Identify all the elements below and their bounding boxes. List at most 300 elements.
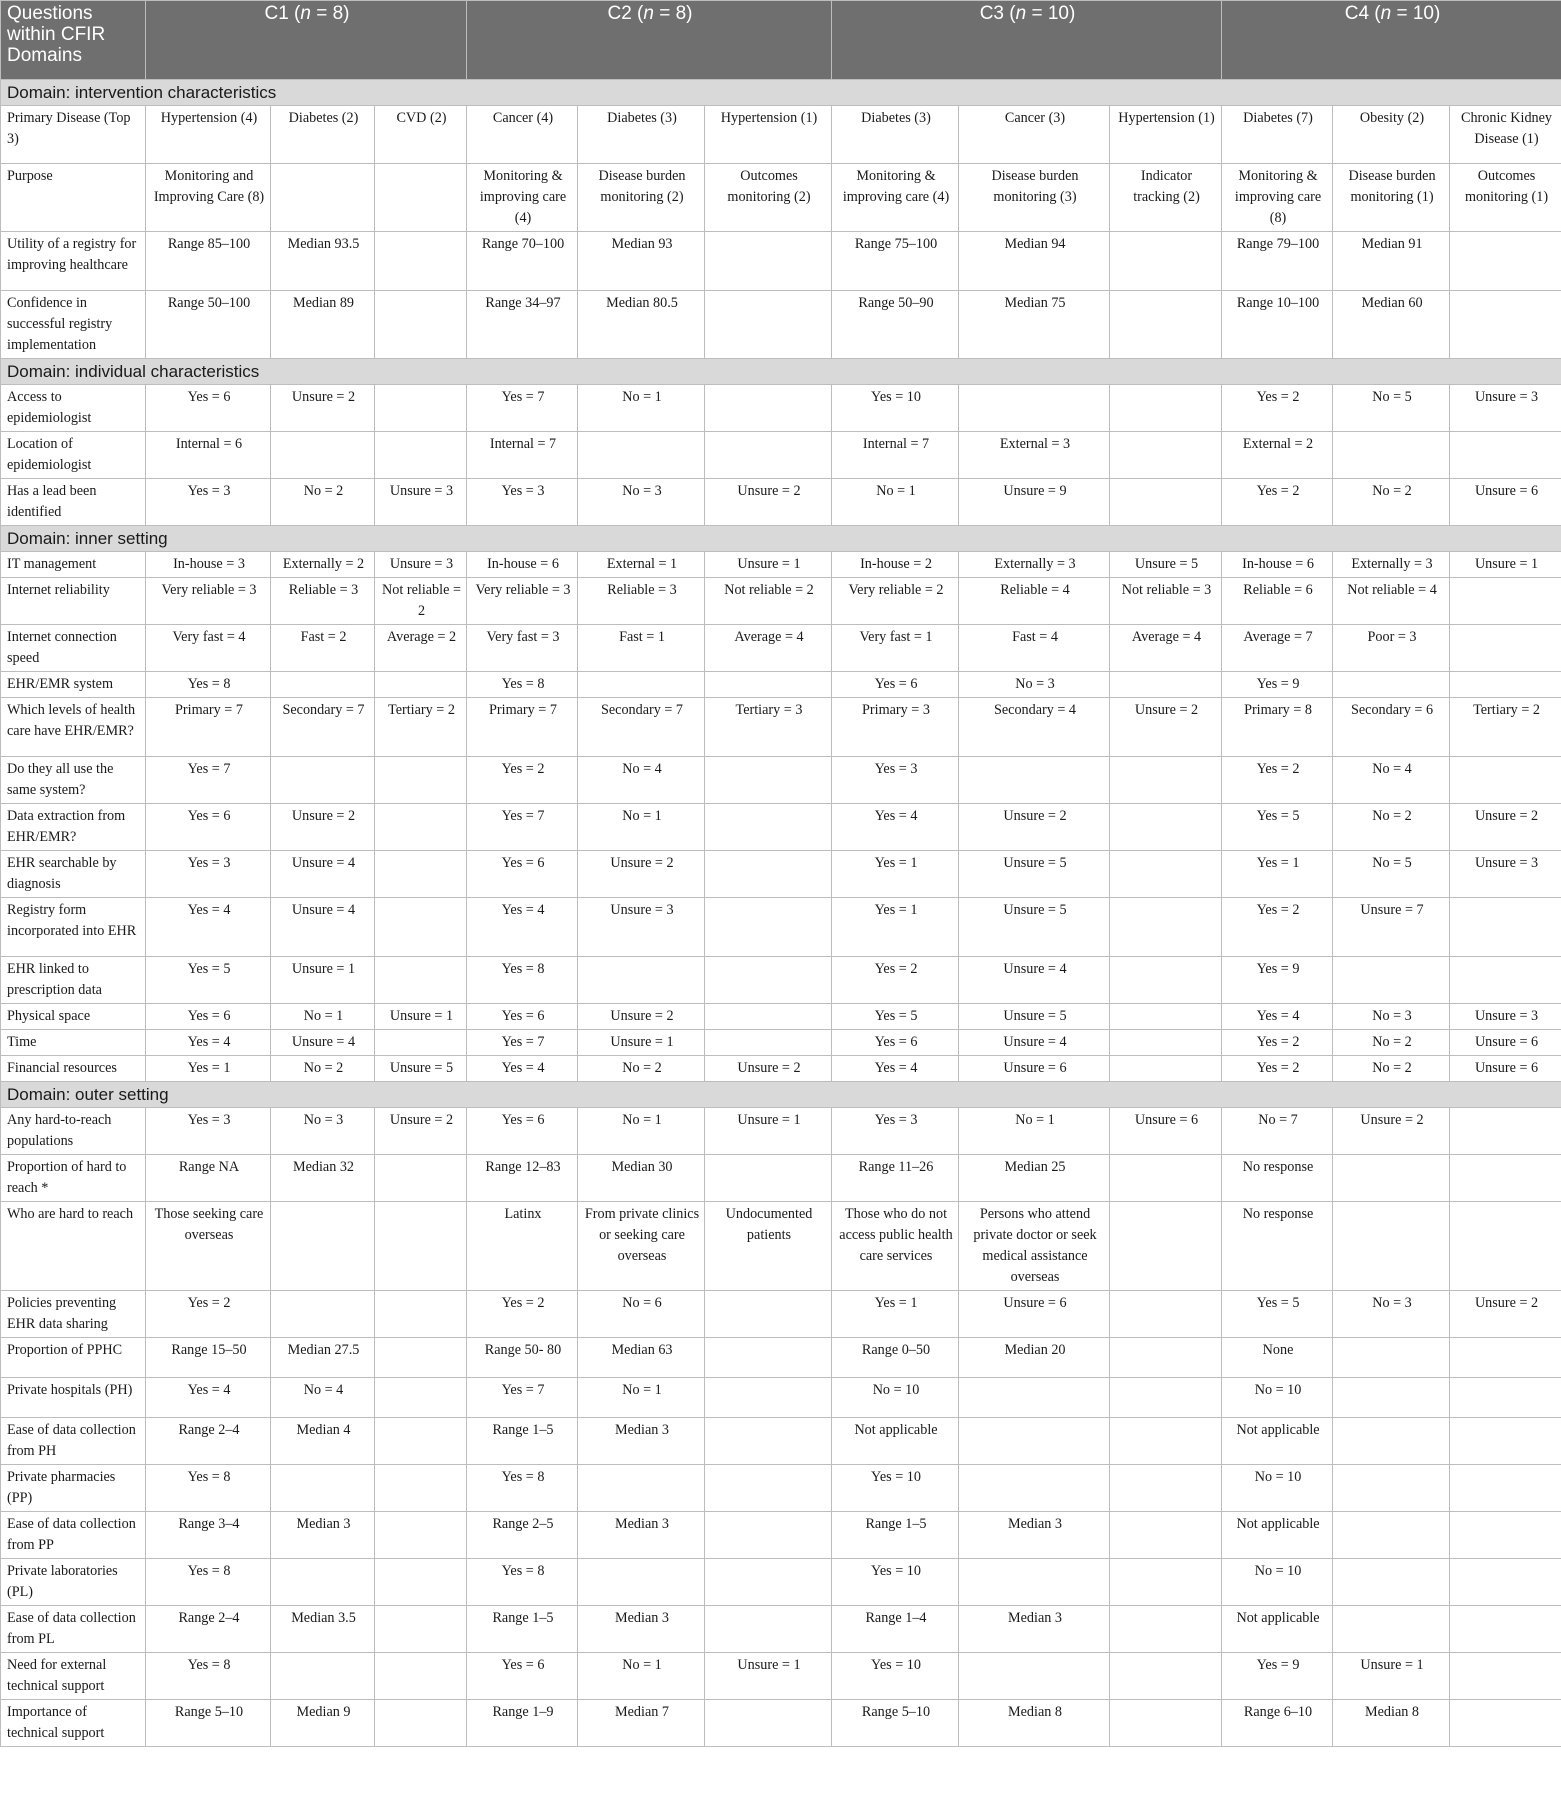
value-cell: Yes = 9 [1222, 672, 1333, 698]
value-cell [1110, 672, 1222, 698]
value-cell: Unsure = 3 [1450, 385, 1561, 432]
value-cell [1450, 1155, 1561, 1202]
value-cell: Fast = 1 [578, 625, 705, 672]
value-cell [375, 1559, 467, 1606]
value-cell: Range 75–100 [832, 232, 959, 291]
value-cell: Yes = 9 [1222, 957, 1333, 1004]
table-row [1, 1030, 1561, 1056]
value-cell [578, 672, 705, 698]
value-cell: Yes = 5 [1222, 804, 1333, 851]
value-cell: Yes = 6 [832, 1030, 959, 1056]
value-cell: Median 91 [1333, 232, 1450, 291]
table-row [1, 1700, 1561, 1747]
value-cell: Unsure = 2 [578, 851, 705, 898]
value-cell [705, 1155, 832, 1202]
value-cell: Range 50–90 [832, 291, 959, 359]
value-cell: No = 1 [959, 1108, 1110, 1155]
value-cell [705, 1559, 832, 1606]
question-cell: Physical space [1, 1004, 146, 1030]
value-cell: Median 8 [1333, 1700, 1450, 1747]
value-cell [1110, 1700, 1222, 1747]
value-cell: Unsure = 3 [1450, 1004, 1561, 1030]
value-cell: Yes = 2 [1222, 757, 1333, 804]
value-cell [1450, 757, 1561, 804]
value-cell: No = 2 [1333, 804, 1450, 851]
value-cell [1110, 1378, 1222, 1418]
question-cell: Proportion of hard to reach * [1, 1155, 146, 1202]
value-cell [375, 757, 467, 804]
value-cell: Yes = 10 [832, 385, 959, 432]
value-cell [1333, 957, 1450, 1004]
value-cell [1110, 851, 1222, 898]
value-cell [705, 1030, 832, 1056]
value-cell: No = 4 [578, 757, 705, 804]
value-cell: Unsure = 2 [1333, 1108, 1450, 1155]
value-cell: Primary = 8 [1222, 698, 1333, 757]
value-cell: Average = 2 [375, 625, 467, 672]
question-cell: Ease of data collection from PL [1, 1606, 146, 1653]
value-cell: No = 4 [271, 1378, 375, 1418]
value-cell: None [1222, 1338, 1333, 1378]
value-cell [578, 432, 705, 479]
table-row [1, 672, 1561, 698]
value-cell: Yes = 7 [146, 757, 271, 804]
value-cell [271, 1653, 375, 1700]
value-cell [1110, 1465, 1222, 1512]
value-cell: Range 11–26 [832, 1155, 959, 1202]
question-cell: Utility of a registry for improving healthcare [1, 232, 146, 291]
table-row [1, 291, 1561, 359]
value-cell [1450, 625, 1561, 672]
value-cell: Unsure = 6 [1450, 479, 1561, 526]
value-cell: Yes = 3 [146, 479, 271, 526]
table-row [1, 232, 1561, 291]
value-cell [705, 1512, 832, 1559]
value-cell: Monitoring & improving care (8) [1222, 164, 1333, 232]
value-cell [1110, 1056, 1222, 1082]
value-cell: External = 2 [1222, 432, 1333, 479]
question-cell: EHR linked to prescription data [1, 957, 146, 1004]
value-cell: Chronic Kidney Disease (1) [1450, 106, 1561, 164]
value-cell: Yes = 2 [1222, 898, 1333, 957]
table-row [1, 1056, 1561, 1082]
header-questions: Questions within CFIR Domains [1, 1, 146, 80]
table-row [1, 385, 1561, 432]
value-cell: Primary = 7 [467, 698, 578, 757]
value-cell: No = 2 [271, 1056, 375, 1082]
value-cell: Reliable = 4 [959, 578, 1110, 625]
value-cell: Primary = 3 [832, 698, 959, 757]
value-cell: Secondary = 4 [959, 698, 1110, 757]
value-cell: Median 25 [959, 1155, 1110, 1202]
question-cell: Has a lead been identified [1, 479, 146, 526]
table-row [1, 1512, 1561, 1559]
table-row [1, 1653, 1561, 1700]
value-cell: Unsure = 2 [1450, 1291, 1561, 1338]
value-cell [375, 898, 467, 957]
value-cell: No = 3 [271, 1108, 375, 1155]
value-cell: Yes = 1 [832, 851, 959, 898]
value-cell [705, 432, 832, 479]
question-cell: Any hard-to-reach populations [1, 1108, 146, 1155]
header-group-c3: C3 (n = 10) [832, 1, 1222, 80]
value-cell [1450, 1512, 1561, 1559]
value-cell: No = 10 [1222, 1559, 1333, 1606]
domain-heading: Domain: individual characteristics [1, 359, 1561, 385]
value-cell: Range 12–83 [467, 1155, 578, 1202]
value-cell [1450, 232, 1561, 291]
value-cell [1110, 1653, 1222, 1700]
value-cell [375, 385, 467, 432]
value-cell [1333, 1606, 1450, 1653]
value-cell: No response [1222, 1155, 1333, 1202]
value-cell: Range 2–5 [467, 1512, 578, 1559]
value-cell: Yes = 2 [1222, 1030, 1333, 1056]
value-cell: Median 80.5 [578, 291, 705, 359]
value-cell: Internal = 6 [146, 432, 271, 479]
value-cell: Average = 7 [1222, 625, 1333, 672]
value-cell: Yes = 1 [1222, 851, 1333, 898]
value-cell: Unsure = 4 [271, 851, 375, 898]
value-cell [1110, 1155, 1222, 1202]
value-cell [375, 1338, 467, 1378]
value-cell: Yes = 6 [146, 385, 271, 432]
value-cell [271, 1559, 375, 1606]
value-cell [1110, 385, 1222, 432]
value-cell: Range 15–50 [146, 1338, 271, 1378]
value-cell [705, 851, 832, 898]
value-cell: Internal = 7 [832, 432, 959, 479]
value-cell: Unsure = 5 [1110, 552, 1222, 578]
value-cell: Unsure = 2 [959, 804, 1110, 851]
table-row [1, 432, 1561, 479]
value-cell: Reliable = 3 [578, 578, 705, 625]
table-row [1, 757, 1561, 804]
value-cell [1333, 1338, 1450, 1378]
value-cell: Very reliable = 3 [146, 578, 271, 625]
value-cell: Range 1–5 [467, 1606, 578, 1653]
value-cell: Diabetes (2) [271, 106, 375, 164]
value-cell [375, 1418, 467, 1465]
value-cell: No = 4 [1333, 757, 1450, 804]
value-cell: Average = 4 [705, 625, 832, 672]
value-cell: Yes = 10 [832, 1559, 959, 1606]
domain-heading: Domain: outer setting [1, 1082, 1561, 1108]
value-cell: Hypertension (4) [146, 106, 271, 164]
value-cell: Very fast = 3 [467, 625, 578, 672]
value-cell: Unsure = 1 [705, 1653, 832, 1700]
value-cell: Median 93 [578, 232, 705, 291]
value-cell: Unsure = 6 [959, 1291, 1110, 1338]
value-cell: Yes = 6 [467, 1004, 578, 1030]
value-cell: Range 5–10 [832, 1700, 959, 1747]
value-cell: Yes = 3 [832, 1108, 959, 1155]
value-cell: Unsure = 9 [959, 479, 1110, 526]
value-cell: Unsure = 1 [705, 1108, 832, 1155]
value-cell [1110, 1512, 1222, 1559]
value-cell: Range 1–9 [467, 1700, 578, 1747]
value-cell: Yes = 9 [1222, 1653, 1333, 1700]
value-cell: Range 50–100 [146, 291, 271, 359]
value-cell: Not applicable [1222, 1418, 1333, 1465]
value-cell: Yes = 3 [832, 757, 959, 804]
value-cell: Tertiary = 2 [1450, 698, 1561, 757]
value-cell: Yes = 4 [467, 898, 578, 957]
domain-row [1, 80, 1561, 106]
value-cell: Diabetes (3) [832, 106, 959, 164]
value-cell: No = 1 [578, 804, 705, 851]
question-cell: EHR/EMR system [1, 672, 146, 698]
table-row [1, 698, 1561, 757]
value-cell [578, 1559, 705, 1606]
value-cell: Not reliable = 2 [705, 578, 832, 625]
value-cell: Yes = 1 [832, 898, 959, 957]
value-cell [705, 385, 832, 432]
value-cell: Yes = 2 [1222, 479, 1333, 526]
value-cell [375, 804, 467, 851]
value-cell: No = 1 [578, 385, 705, 432]
value-cell [1110, 957, 1222, 1004]
table-row [1, 1465, 1561, 1512]
value-cell: Average = 4 [1110, 625, 1222, 672]
question-cell: Proportion of PPHC [1, 1338, 146, 1378]
domain-heading: Domain: intervention characteristics [1, 80, 1561, 106]
domain-row [1, 526, 1561, 552]
value-cell [375, 1378, 467, 1418]
value-cell: No = 10 [832, 1378, 959, 1418]
value-cell: Monitoring & improving care (4) [467, 164, 578, 232]
value-cell [271, 1465, 375, 1512]
value-cell: Unsure = 3 [1450, 851, 1561, 898]
value-cell: Median 4 [271, 1418, 375, 1465]
table-body [1, 80, 1561, 1747]
value-cell: Range 1–5 [832, 1512, 959, 1559]
value-cell [705, 291, 832, 359]
value-cell: Unsure = 2 [705, 1056, 832, 1082]
value-cell [375, 432, 467, 479]
value-cell: Unsure = 2 [271, 804, 375, 851]
value-cell [1450, 1202, 1561, 1291]
value-cell: Median 3 [578, 1606, 705, 1653]
value-cell [1110, 1030, 1222, 1056]
value-cell: Yes = 8 [146, 1559, 271, 1606]
value-cell: Yes = 4 [146, 1030, 271, 1056]
value-cell [705, 757, 832, 804]
value-cell: Unsure = 5 [959, 1004, 1110, 1030]
value-cell [271, 164, 375, 232]
table-row [1, 1559, 1561, 1606]
value-cell [705, 1606, 832, 1653]
question-cell: Ease of data collection from PP [1, 1512, 146, 1559]
value-cell: Poor = 3 [1333, 625, 1450, 672]
value-cell: Unsure = 4 [271, 898, 375, 957]
value-cell: Unsure = 1 [375, 1004, 467, 1030]
value-cell: No = 2 [1333, 1030, 1450, 1056]
table-row [1, 552, 1561, 578]
table-row [1, 851, 1561, 898]
value-cell: Unsure = 2 [1110, 698, 1222, 757]
value-cell: Diabetes (7) [1222, 106, 1333, 164]
value-cell [1110, 1004, 1222, 1030]
value-cell: Yes = 8 [146, 672, 271, 698]
value-cell: Range 0–50 [832, 1338, 959, 1378]
value-cell: Undocumented patients [705, 1202, 832, 1291]
value-cell [1110, 804, 1222, 851]
question-cell: Which levels of health care have EHR/EMR? [1, 698, 146, 757]
value-cell: No = 2 [578, 1056, 705, 1082]
value-cell [1333, 1559, 1450, 1606]
table-row [1, 804, 1561, 851]
value-cell [1110, 898, 1222, 957]
value-cell: Not reliable = 3 [1110, 578, 1222, 625]
value-cell: Yes = 6 [467, 1108, 578, 1155]
value-cell: Yes = 5 [1222, 1291, 1333, 1338]
value-cell [1450, 432, 1561, 479]
value-cell [578, 1465, 705, 1512]
value-cell [271, 672, 375, 698]
value-cell: Indicator tracking (2) [1110, 164, 1222, 232]
header-group-c1: C1 (n = 8) [146, 1, 467, 80]
value-cell: Median 20 [959, 1338, 1110, 1378]
value-cell: External = 1 [578, 552, 705, 578]
value-cell: Persons who attend private doctor or seek medical assistance overseas [959, 1202, 1110, 1291]
value-cell: Yes = 2 [467, 757, 578, 804]
value-cell: No = 3 [578, 479, 705, 526]
value-cell: Yes = 8 [146, 1465, 271, 1512]
value-cell: Yes = 6 [146, 1004, 271, 1030]
value-cell [1110, 1606, 1222, 1653]
value-cell: Range 50- 80 [467, 1338, 578, 1378]
value-cell: Yes = 1 [146, 1056, 271, 1082]
value-cell [959, 1559, 1110, 1606]
value-cell: Yes = 3 [146, 851, 271, 898]
value-cell: Median 3.5 [271, 1606, 375, 1653]
value-cell: Yes = 2 [1222, 385, 1333, 432]
value-cell: From private clinics or seeking care overseas [578, 1202, 705, 1291]
value-cell: Very reliable = 3 [467, 578, 578, 625]
value-cell: No = 3 [1333, 1291, 1450, 1338]
value-cell [705, 1378, 832, 1418]
value-cell: Unsure = 4 [959, 1030, 1110, 1056]
value-cell: In-house = 2 [832, 552, 959, 578]
value-cell: In-house = 6 [467, 552, 578, 578]
value-cell: Range 5–10 [146, 1700, 271, 1747]
value-cell: Tertiary = 3 [705, 698, 832, 757]
domain-row [1, 1082, 1561, 1108]
value-cell [375, 672, 467, 698]
table-row [1, 1606, 1561, 1653]
table-row [1, 1378, 1561, 1418]
value-cell: Reliable = 3 [271, 578, 375, 625]
value-cell [705, 1338, 832, 1378]
value-cell: Disease burden monitoring (2) [578, 164, 705, 232]
value-cell [1110, 757, 1222, 804]
value-cell: Median 94 [959, 232, 1110, 291]
value-cell [959, 1378, 1110, 1418]
question-cell: Private laboratories (PL) [1, 1559, 146, 1606]
value-cell: Very fast = 1 [832, 625, 959, 672]
value-cell: Not reliable = 4 [1333, 578, 1450, 625]
value-cell [705, 672, 832, 698]
value-cell [1110, 432, 1222, 479]
value-cell: Unsure = 7 [1333, 898, 1450, 957]
value-cell: Unsure = 4 [959, 957, 1110, 1004]
value-cell: Yes = 1 [832, 1291, 959, 1338]
value-cell [375, 1291, 467, 1338]
value-cell: Median 89 [271, 291, 375, 359]
value-cell: Yes = 6 [467, 851, 578, 898]
table-row [1, 1418, 1561, 1465]
value-cell: Unsure = 1 [705, 552, 832, 578]
value-cell: Unsure = 2 [578, 1004, 705, 1030]
value-cell: Internal = 7 [467, 432, 578, 479]
value-cell: Yes = 4 [832, 804, 959, 851]
value-cell [375, 232, 467, 291]
value-cell: Median 75 [959, 291, 1110, 359]
value-cell [1450, 1606, 1561, 1653]
value-cell: Range 1–5 [467, 1418, 578, 1465]
value-cell: Yes = 3 [146, 1108, 271, 1155]
value-cell: Latinx [467, 1202, 578, 1291]
question-cell: Internet reliability [1, 578, 146, 625]
value-cell: No = 1 [578, 1108, 705, 1155]
value-cell [1450, 291, 1561, 359]
value-cell [705, 1465, 832, 1512]
value-cell: Secondary = 7 [578, 698, 705, 757]
value-cell [375, 1202, 467, 1291]
question-cell: Policies preventing EHR data sharing [1, 1291, 146, 1338]
value-cell: Yes = 4 [1222, 1004, 1333, 1030]
question-cell: Who are hard to reach [1, 1202, 146, 1291]
value-cell [705, 1418, 832, 1465]
value-cell: Yes = 3 [467, 479, 578, 526]
value-cell [271, 757, 375, 804]
value-cell [1110, 1202, 1222, 1291]
table-row [1, 106, 1561, 164]
value-cell: Tertiary = 2 [375, 698, 467, 757]
value-cell: Those who do not access public health care services [832, 1202, 959, 1291]
value-cell: Unsure = 5 [959, 851, 1110, 898]
question-cell: Ease of data collection from PH [1, 1418, 146, 1465]
value-cell [705, 804, 832, 851]
value-cell [1110, 1559, 1222, 1606]
value-cell: Not reliable = 2 [375, 578, 467, 625]
value-cell: Yes = 4 [467, 1056, 578, 1082]
table-row [1, 479, 1561, 526]
question-cell: Primary Disease (Top 3) [1, 106, 146, 164]
value-cell: Unsure = 3 [375, 552, 467, 578]
value-cell: Yes = 4 [832, 1056, 959, 1082]
value-cell: Median 93.5 [271, 232, 375, 291]
value-cell: Range 34–97 [467, 291, 578, 359]
value-cell: Yes = 7 [467, 385, 578, 432]
value-cell: No = 1 [832, 479, 959, 526]
value-cell: Yes = 6 [146, 804, 271, 851]
value-cell [1450, 1418, 1561, 1465]
value-cell: Very reliable = 2 [832, 578, 959, 625]
table-row [1, 898, 1561, 957]
value-cell: Range 70–100 [467, 232, 578, 291]
value-cell: Yes = 5 [832, 1004, 959, 1030]
table-row [1, 1338, 1561, 1378]
value-cell: Not applicable [832, 1418, 959, 1465]
value-cell: Unsure = 5 [375, 1056, 467, 1082]
value-cell: Yes = 2 [1222, 1056, 1333, 1082]
value-cell: Unsure = 2 [271, 385, 375, 432]
value-cell [705, 957, 832, 1004]
value-cell: No = 1 [578, 1653, 705, 1700]
value-cell [375, 957, 467, 1004]
